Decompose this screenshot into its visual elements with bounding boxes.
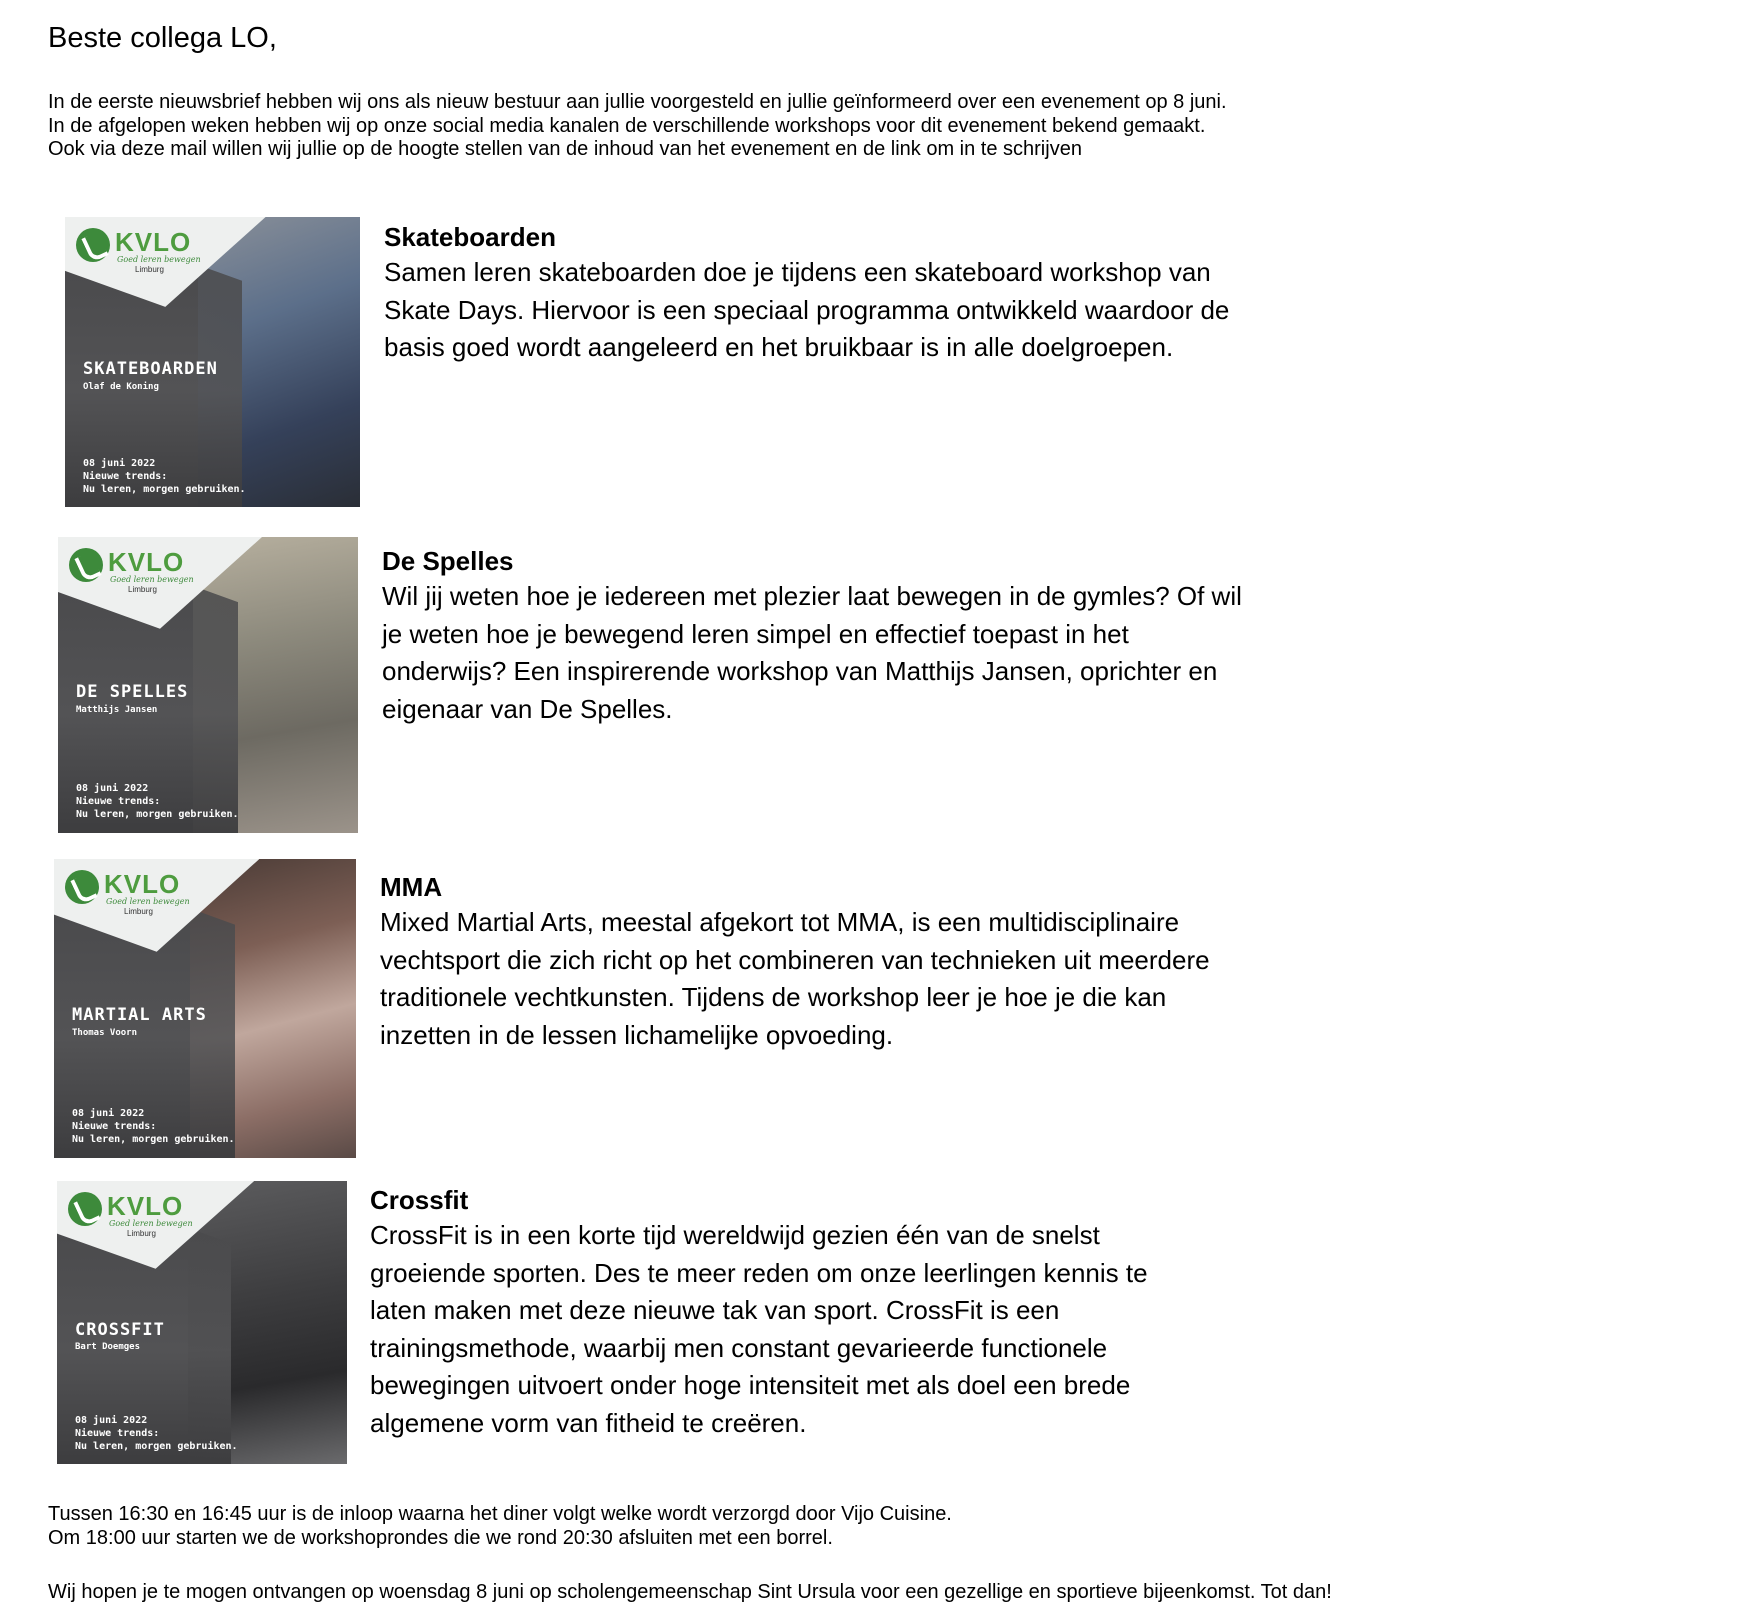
poster-speaker: Bart Doemges (75, 1342, 141, 1352)
workshop-skateboarden (384, 220, 1244, 367)
workshop-title: Crossfit (370, 1185, 469, 1215)
poster-footer (72, 1107, 235, 1146)
workshop-mma (380, 870, 1240, 1054)
logo-name: KVLO (107, 1191, 184, 1221)
poster-title: CROSSFIT (75, 1320, 165, 1340)
poster-footer-line: Nieuwe trends: (76, 796, 161, 807)
poster-date: 08 juni 2022 (83, 458, 156, 469)
poster-footer-line: Nieuwe trends: (83, 471, 168, 482)
schedule-line: Tussen 16:30 en 16:45 uur is de inloop waarna het diner volgt welke wordt verzorgd door Vijo Cuisine. (48, 1503, 952, 1525)
workshop-crossfit (370, 1183, 1205, 1442)
logo-tagline: Goed leren bewegen (109, 1219, 193, 1228)
workshop-de-spelles (382, 544, 1242, 728)
kvlo-logo-icon (69, 548, 103, 582)
workshop-title: MMA (380, 872, 443, 902)
logo-region: Limburg (135, 265, 164, 274)
skateboarden-poster-image (65, 217, 360, 507)
workshop-description: Wil jij weten hoe je iedereen met plezier laat bewegen in de gymles? Of wil je weten hoe je bewegend leren simpel en effectief toepast in het onderwijs? Een inspirerende workshop van Matthijs Jansen, oprichter en eigenaar van De Spelles. (382, 581, 1242, 724)
workshop-description: Samen leren skateboarden doe je tijdens een skateboard workshop van Skate Days. Hiervoor is een speciaal programma ontwikkeld waardoor de basis goed wordt aangeleerd en het bruikbaar is in alle doelgroepen. (384, 257, 1230, 362)
crossfit-poster-image (57, 1181, 347, 1464)
intro-paragraph (48, 91, 1227, 162)
poster-footer (83, 457, 246, 496)
logo-tagline: Goed leren bewegen (117, 255, 201, 264)
poster-footer (75, 1414, 238, 1453)
kvlo-logo-icon (76, 228, 110, 262)
mma-poster-image (54, 859, 356, 1158)
event-schedule (48, 1502, 952, 1550)
kvlo-logo-icon (65, 870, 99, 904)
workshop-title: De Spelles (382, 546, 514, 576)
poster-speaker: Olaf de Koning (83, 382, 159, 392)
logo-tagline: Goed leren bewegen (110, 575, 194, 584)
poster-date: 08 juni 2022 (76, 783, 149, 794)
poster-title: SKATEBOARDEN (83, 359, 218, 379)
poster-footer (76, 782, 239, 821)
poster-footer-line: Nieuwe trends: (75, 1428, 160, 1439)
closing-text: Wij hopen je te mogen ontvangen op woensdag 8 juni op scholengemeenschap Sint Ursula voor een gezellige en sportieve bijeenkomst. Tot dan! (48, 1581, 1332, 1603)
poster-footer-line: Nu leren, morgen gebruiken. (75, 1441, 238, 1452)
poster-date: 08 juni 2022 (72, 1108, 145, 1119)
intro-line: In de eerste nieuwsbrief hebben wij ons als nieuw bestuur aan jullie voorgesteld en jullie geïnformeerd over een evenement op 8 juni. (48, 91, 1227, 113)
logo-region: Limburg (124, 907, 153, 916)
logo-tagline: Goed leren bewegen (106, 897, 190, 906)
logo-region: Limburg (127, 1229, 156, 1238)
email-greeting: Beste collega LO, (48, 22, 277, 54)
workshop-description: CrossFit is in een korte tijd wereldwijd gezien één van de snelst groeiende sporten. Des te meer reden om onze leerlingen kennis te laten maken met deze nieuwe tak van sport. CrossFit is een trainingsmethode, waarbij men constant gevarieerde functionele bewegingen uitvoert onder hoge intensiteit met als doel een brede algemene vorm van fitheid te creëren. (370, 1220, 1148, 1438)
logo-region: Limburg (128, 585, 157, 594)
workshop-description: Mixed Martial Arts, meestal afgekort tot MMA, is een multidisciplinaire vechtsport die zich richt op het combineren van technieken uit meerdere traditionele vechtkunsten. Tijdens de workshop leer je hoe je die kan inzetten in de lessen lichamelijke opvoeding. (380, 907, 1210, 1050)
poster-date: 08 juni 2022 (75, 1415, 148, 1426)
kvlo-logo-icon (68, 1192, 102, 1226)
workshop-title: Skateboarden (384, 222, 556, 252)
poster-title: DE SPELLES (76, 682, 189, 702)
poster-footer-line: Nu leren, morgen gebruiken. (72, 1134, 235, 1145)
poster-title: MARTIAL ARTS (72, 1005, 207, 1025)
poster-footer-line: Nieuwe trends: (72, 1121, 157, 1132)
logo-name: KVLO (104, 869, 181, 899)
intro-line: Ook via deze mail willen wij jullie op de hoogte stellen van de inhoud van het evenement en de link om in te schrijven (48, 138, 1082, 160)
logo-name: KVLO (108, 547, 185, 577)
poster-speaker: Matthijs Jansen (76, 705, 158, 715)
poster-footer-line: Nu leren, morgen gebruiken. (76, 809, 239, 820)
poster-footer-line: Nu leren, morgen gebruiken. (83, 484, 246, 495)
logo-name: KVLO (115, 227, 192, 257)
de-spelles-poster-image (58, 537, 358, 833)
poster-speaker: Thomas Voorn (72, 1028, 138, 1038)
intro-line: In de afgelopen weken hebben wij op onze social media kanalen de verschillende workshops voor dit evenement bekend gemaakt. (48, 114, 1206, 137)
schedule-line: Om 18:00 uur starten we de workshoprondes die we rond 20:30 afsluiten met een borrel. (48, 1527, 833, 1549)
